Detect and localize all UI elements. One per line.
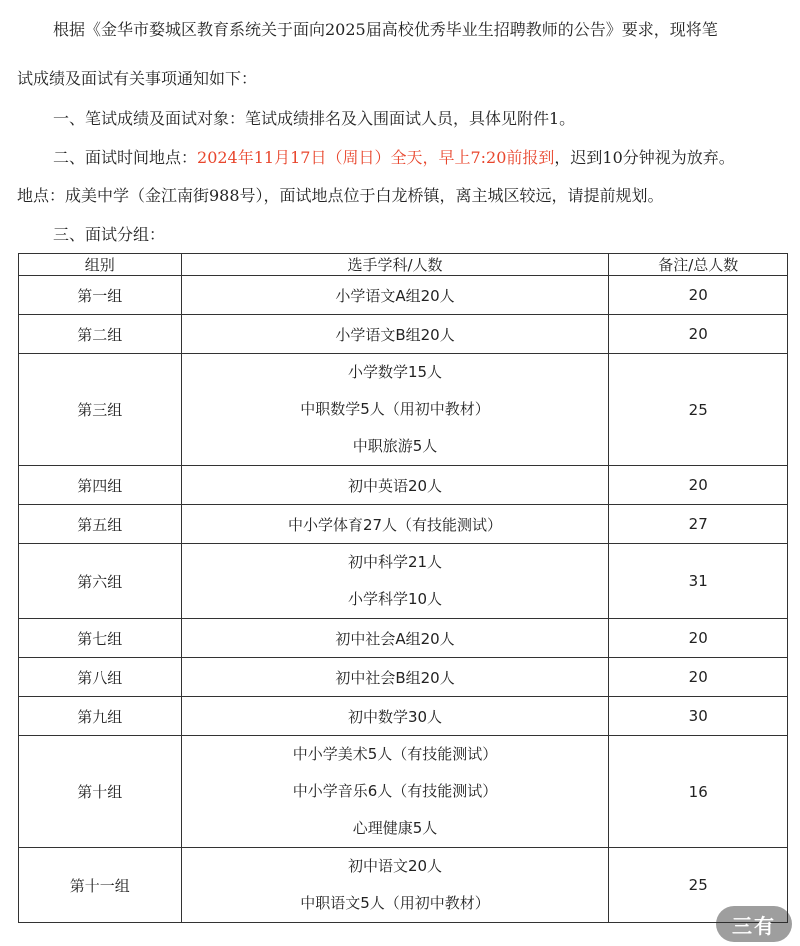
section-2-suffix: ，迟到10分钟视为放弃。 [554,148,735,167]
subject-line: 初中科学21人 [347,553,443,571]
section-2-time [17,147,790,169]
group-cell: 第四组 [19,466,182,505]
total-cell: 16 [609,736,788,848]
subject-cell [181,697,609,736]
group-cell: 第五组 [19,505,182,544]
subject-cell [181,466,609,505]
table-body [19,276,788,923]
subject-line: 小学语文B组20人 [335,325,455,344]
subject-line: 心理健康5人 [352,819,438,837]
subject-cell [181,658,609,697]
group-cell: 第十组 [19,736,182,848]
subject-line: 小学科学10人 [347,590,443,608]
subject-line: 中职旅游5人 [352,437,438,455]
total-cell: 25 [609,354,788,466]
group-cell: 第七组 [19,619,182,658]
subject-cell [181,736,609,848]
total-cell: 25 [609,848,788,923]
section-1-scores: 一、笔试成绩及面试对象：笔试成绩排名及入围面试人员，具体见附件1。 [53,109,576,128]
table-row [19,315,788,354]
subject-line: 小学数学15人 [347,363,443,381]
total-cell: 31 [609,544,788,619]
total-cell: 30 [609,697,788,736]
table-row [19,544,788,619]
subject-cell [181,619,609,658]
total-cell: 20 [609,619,788,658]
subject-cell [181,354,609,466]
group-cell: 第一组 [19,276,182,315]
table-header-row [19,254,788,276]
total-cell: 27 [609,505,788,544]
group-cell: 第三组 [19,354,182,466]
watermark-text: 三有 [732,913,776,938]
intro-line-2: 试成绩及面试有关事项通知如下： [17,69,258,88]
intro-line-1: 根据《金华市婺城区教育系统关于面向2025届高校优秀毕业生招聘教师的公告》要求，现将笔 [53,20,718,39]
subject-line: 初中英语20人 [347,476,443,495]
table-row [19,354,788,466]
group-cell: 第六组 [19,544,182,619]
group-cell: 第二组 [19,315,182,354]
total-cell: 20 [609,315,788,354]
subject-line: 中小学音乐6人（有技能测试） [292,782,498,800]
table-row [19,276,788,315]
section-3-title: 三、面试分组： [53,225,166,244]
header-group: 组别 [19,254,182,276]
subject-line: 初中社会B组20人 [335,668,455,687]
subject-line: 中小学体育27人（有技能测试） [287,515,503,534]
watermark-badge [716,906,792,942]
table-row [19,466,788,505]
group-cell: 第十一组 [19,848,182,923]
header-subject: 选手学科/人数 [181,254,609,276]
subject-line: 初中语文20人 [347,857,443,875]
table-row [19,658,788,697]
subject-cell [181,544,609,619]
table-row [19,505,788,544]
total-cell: 20 [609,658,788,697]
table-row [19,619,788,658]
total-cell: 20 [609,466,788,505]
group-cell: 第九组 [19,697,182,736]
interview-group-table [18,253,788,923]
subject-line: 中职数学5人（用初中教材） [300,400,490,418]
subject-line: 中小学美术5人（有技能测试） [292,745,498,763]
total-cell: 20 [609,276,788,315]
subject-cell [181,505,609,544]
subject-cell [181,315,609,354]
subject-line: 中职语文5人（用初中教材） [300,894,490,912]
table-row [19,848,788,923]
subject-line: 初中数学30人 [347,707,443,726]
subject-cell [181,848,609,923]
subject-cell [181,276,609,315]
subject-line: 小学语文A组20人 [335,286,455,305]
section-2-highlight: 2024年11月17日（周日）全天，早上7:20前报到 [197,148,555,167]
group-cell: 第八组 [19,658,182,697]
table-row [19,736,788,848]
table-row [19,697,788,736]
section-2-prefix: 二、面试时间地点： [53,148,198,167]
location-line: 地点：成美中学（金江南街988号），面试地点位于白龙桥镇，离主城区较远，请提前规划。 [17,186,664,205]
subject-line: 初中社会A组20人 [335,629,455,648]
header-total: 备注/总人数 [609,254,788,276]
